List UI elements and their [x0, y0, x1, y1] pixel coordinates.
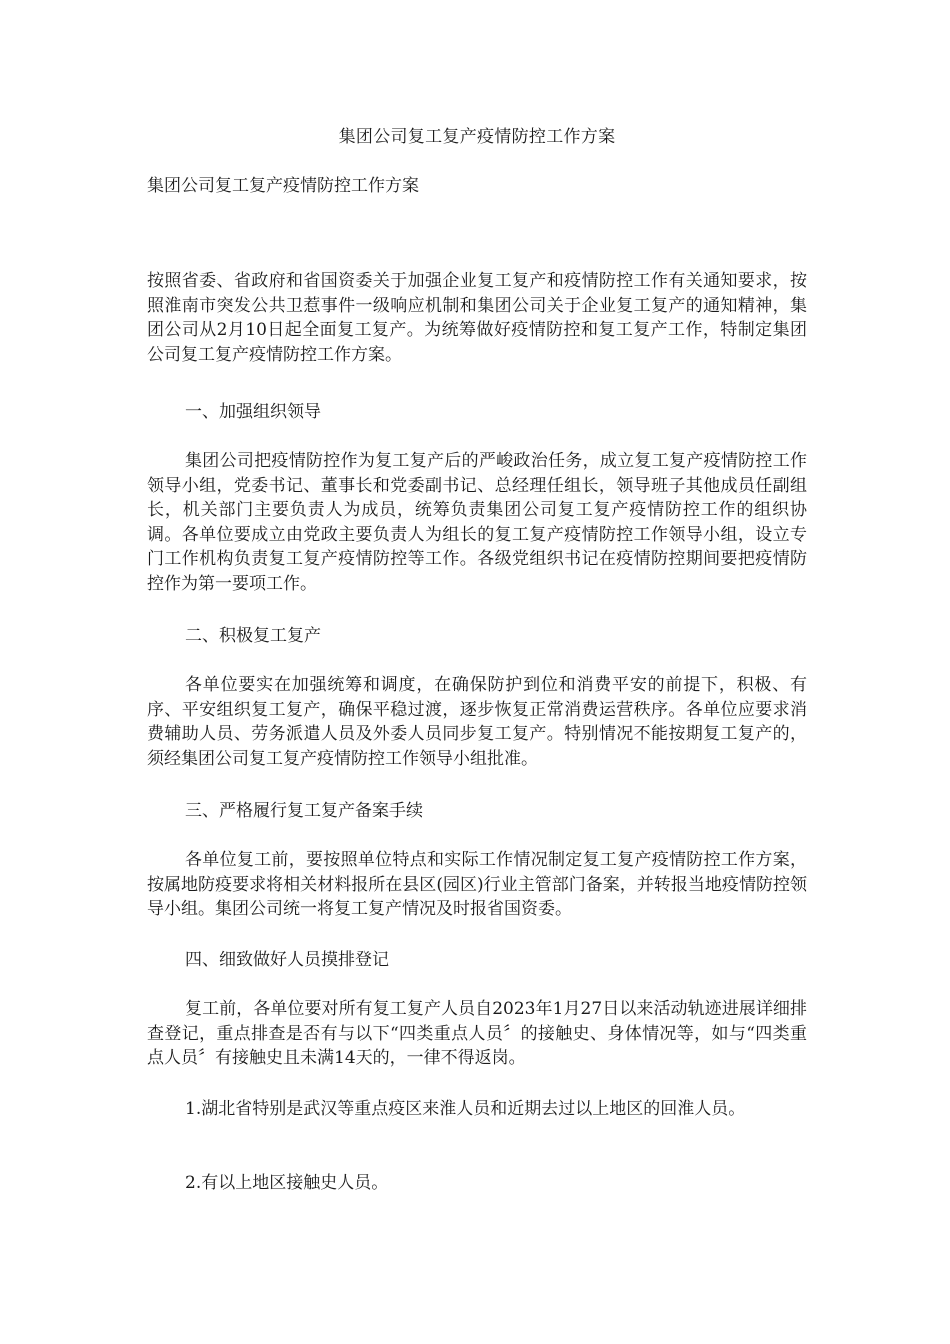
section-body-3: 各单位复工前，要按照单位特点和实际工作情况制定复工复产疫情防控工作方案，按属地防疫要求将相关材料报所在县区(园区)行业主管部门备案，并转报当地疫情防控领导小组。集团公司统一将复工复产情况及时报省国资委。 [147, 850, 807, 919]
intro-paragraph: 按照省委、省政府和省国资委关于加强企业复工复产和疫情防控工作有关通知要求，按照淮南市突发公共卫惹事件一级响应机制和集团公司关于企业复工复产的通知精神，集团公司从2月10日起全面复工复产。为统筹做好疫情防控和复工复产工作，特制定集团公司复工复产疫情防控工作方案。 [147, 271, 807, 365]
section-heading-4: 四、细致做好人员摸排登记 [185, 950, 389, 970]
list-item: 1.湖北省特别是武汉等重点疫区来淮人员和近期去过以上地区的回淮人员。 [185, 1099, 746, 1119]
section-body-4: 复工前，各单位要对所有复工复产人员自2023年1月27日以来活动轨迹进展详细排查登记，重点排查是否有与以下“四类重点人员〞的接触史、身体情况等，如与“四类重点人员〞有接触史且未满14天的，一律不得返岗。 [147, 999, 807, 1068]
list-item: 2.有以上地区接触史人员。 [185, 1173, 389, 1193]
document-title: 集团公司复工复产疫情防控工作方案 [338, 127, 616, 147]
section-heading-2: 二、积极复工复产 [185, 626, 321, 646]
section-body-1: 集团公司把疫情防控作为复工复产后的严峻政治任务，成立复工复产疫情防控工作领导小组，党委书记、董事长和党委副书记、总经理任组长，领导班子其他成员任副组长，机关部门主要负责人为成员，统筹负责集团公司复工复产疫情防控工作的组织协调。各单位要成立由党政主要负责人为组长的复工复产疫情防控工作领导小组，设立专门工作机构负责复工复产疫情防控等工作。各级党组织书记在疫情防控期间要把疫情防控作为第一要项工作。 [147, 451, 807, 594]
section-body-2: 各单位要实在加强统筹和调度，在确保防护到位和消费平安的前提下，积极、有序、平安组织复工复产，确保平稳过渡，逐步恢复正常消费运营秩序。各单位应要求消费辅助人员、劳务派遣人员及外委人员同步复工复产。特别情况不能按期复工复产的，须经集团公司复工复产疫情防控工作领导小组批准。 [147, 675, 807, 769]
section-heading-3: 三、严格履行复工复产备案手续 [185, 801, 423, 821]
section-heading-1: 一、加强组织领导 [185, 402, 321, 422]
document-subtitle: 集团公司复工复产疫情防控工作方案 [147, 176, 419, 196]
